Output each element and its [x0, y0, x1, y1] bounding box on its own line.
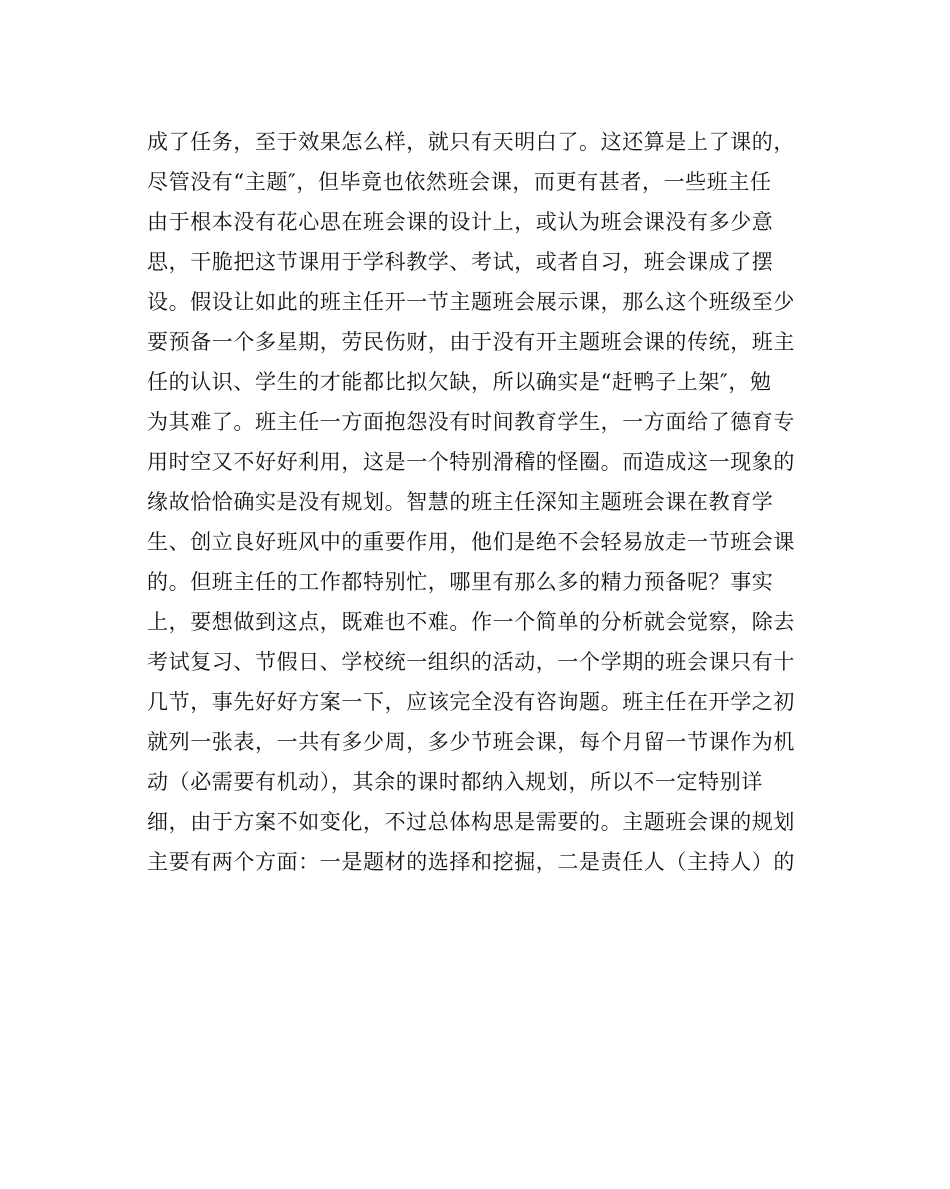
text-line: 细，由于方案不如变化，不过总体构思是需要的。主题班会课的规划: [147, 810, 795, 834]
text-line: 用时空又不好好利用，这是一个特别滑稽的怪圈。而造成这一现象的: [147, 450, 795, 474]
text-line: 为其难了。班主任一方面抱怨没有时间教育学生，一方面给了德育专: [147, 410, 795, 434]
text-line: 设。假设让如此的班主任开一节主题班会展示课，那么这个班级至少: [147, 290, 795, 314]
text-line: 考试复习、节假日、学校统一组织的活动，一个学期的班会课只有十: [147, 650, 795, 674]
text-line: 缘故恰恰确实是没有规划。智慧的班主任深知主题班会课在教育学: [147, 490, 774, 514]
text-line: 上，要想做到这点，既难也不难。作一个简单的分析就会觉察，除去: [147, 610, 795, 634]
text-line: 主要有两个方面：一是题材的选择和挖掘，二是责任人（主持人）的: [147, 850, 795, 874]
text-line: 尽管没有“主题″，但毕竟也依然班会课，而更有甚者，一些班主任: [147, 170, 772, 194]
text-line: 的。但班主任的工作都特别忙，哪里有那么多的精力预备呢？事实: [147, 570, 774, 594]
text-line: 动（必需要有机动），其余的课时都纳入规划，所以不一定特别详: [147, 770, 763, 794]
text-line: 思，干脆把这节课用于学科教学、考试，或者自习，班会课成了摆: [147, 250, 774, 274]
text-line: 就列一张表，一共有多少周，多少节班会课，每个月留一节课作为机: [147, 730, 795, 754]
text-line: 由于根本没有花心思在班会课的设计上，或认为班会课没有多少意: [147, 210, 774, 234]
text-line: 任的认识、学生的才能都比拟欠缺，所以确实是“赶鸭子上架″，勉: [147, 370, 772, 394]
body-text: [147, 122, 807, 882]
text-line: 生、创立良好班风中的重要作用，他们是绝不会轻易放走一节班会课: [147, 530, 795, 554]
text-line: 要预备一个多星期，劳民伤财，由于没有开主题班会课的传统，班主: [147, 330, 795, 354]
text-line: 成了任务，至于效果怎么样，就只有天明白了。这还算是上了课的，: [147, 130, 795, 154]
text-line: 几节，事先好好方案一下，应该完全没有咨询题。班主任在开学之初: [147, 690, 795, 714]
